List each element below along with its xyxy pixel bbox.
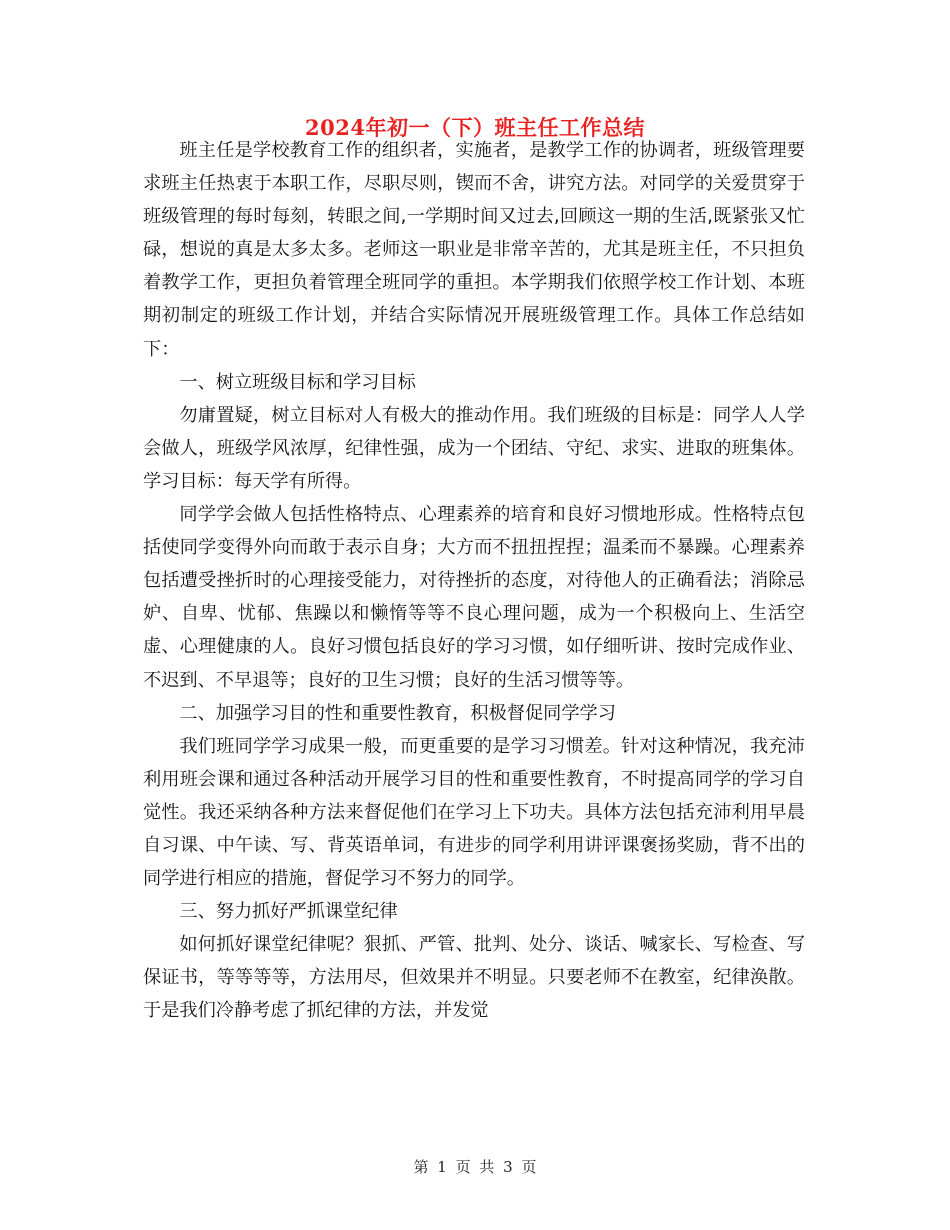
page-number-footer: 第 1 页 共 3 页 bbox=[413, 1158, 537, 1176]
document-body bbox=[143, 134, 805, 1028]
paragraph: 同学学会做人包括性格特点、心理素养的培育和良好习惯地形成。性格特点包括使同学变得外向而敢于表示自身；大方而不扭扭捏捏；温柔而不暴躁。心理素养包括遭受挫折时的心理接受能力，对待挫折的态度，对待他人的正确看法；消除忌妒、自卑、忧郁、焦躁以和懒惰等等不良心理问题，成为一个积极向上、生活空虚、心理健康的人。良好习惯包括良好的学习习惯，如仔细听讲、按时完成作业、不迟到、不早退等；良好的卫生习惯；良好的生活习惯等等。 bbox=[143, 504, 805, 691]
section-heading-3: 三、努力抓好严抓课堂纪律 bbox=[179, 901, 398, 923]
section-heading-2: 二、加强学习目的性和重要性教育，积极督促同学学习 bbox=[179, 702, 616, 724]
section-heading-1: 一、树立班级目标和学习目标 bbox=[179, 371, 416, 393]
document-title: 2024年初一（下）班主任工作总结 bbox=[305, 115, 645, 140]
paragraph: 勿庸置疑，树立目标对人有极大的推动作用。我们班级的目标是：同学人人学会做人，班级学风浓厚，纪律性强，成为一个团结、守纪、求实、进取的班集体。学习目标：每天学有所得。 bbox=[143, 404, 805, 492]
paragraph: 如何抓好课堂纪律呢？狠抓、严管、批判、处分、谈话、喊家长、写检查、写保证书，等等等等，方法用尽，但效果并不明显。只要老师不在教室，纪律涣散。于是我们冷静考虑了抓纪律的方法，并发觉 bbox=[143, 934, 805, 1022]
paragraph: 我们班同学学习成果一般，而更重要的是学习习惯差。针对这种情况，我充沛利用班会课和通过各种活动开展学习目的性和重要性教育，不时提高同学的学习自觉性。我还采纳各种方法来督促他们在学习上下功夫。具体方法包括充沛利用早晨自习课、中午读、写、背英语单词，有进步的同学利用讲评课褒扬奖励，背不出的同学进行相应的措施，督促学习不努力的同学。 bbox=[143, 735, 805, 890]
paragraph-intro: 班主任是学校教育工作的组织者，实施者，是教学工作的协调者，班级管理要求班主任热衷于本职工作，尽职尽则，锲而不舍，讲究方法。对同学的关爱贯穿于班级管理的每时每刻，转眼之间,一学期时间又过去,回顾这一期的生活,既紧张又忙碌，想说的真是太多太多。老师这一职业是非常辛苦的，尤其是班主任，不只担负着教学工作，更担负着管理全班同学的重担。本学期我们依照学校工作计划、本班期初制定的班级工作计划，并结合实际情况开展班级管理工作。具体工作总结如下： bbox=[143, 140, 805, 360]
